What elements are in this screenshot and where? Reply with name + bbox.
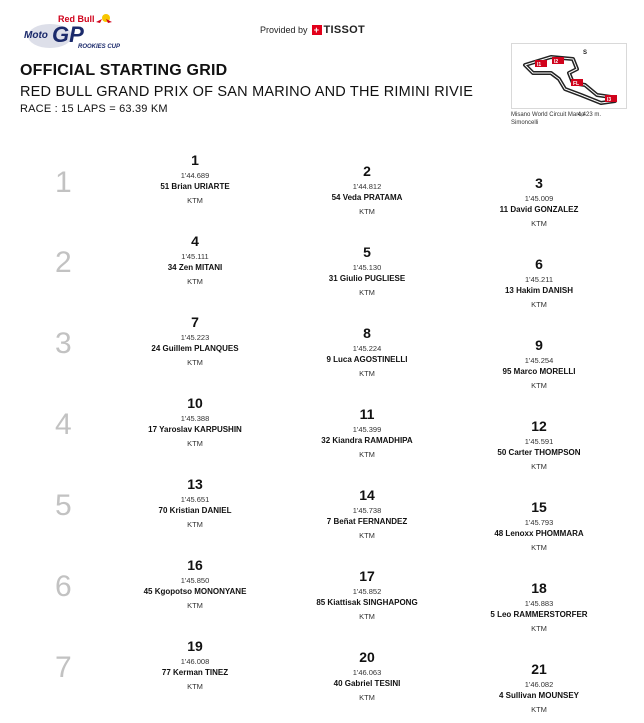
grid-slot	[282, 163, 452, 216]
team-name: KTM	[187, 520, 203, 529]
lap-time: 1'45.651	[180, 495, 210, 504]
grid-position: 3	[535, 175, 543, 191]
grid-position: 20	[359, 649, 375, 665]
provided-by-label: Provided by	[260, 25, 308, 35]
grid-position: 19	[187, 638, 203, 654]
rider-name: 70 Kristian DANIEL	[158, 506, 232, 515]
team-name: KTM	[359, 207, 375, 216]
sponsor-credit	[260, 24, 365, 36]
svg-text:I3: I3	[607, 97, 612, 103]
grid-slot	[454, 499, 624, 552]
lap-time: 1'46.063	[352, 668, 382, 677]
grid-slot	[454, 661, 624, 714]
team-name: KTM	[531, 219, 547, 228]
grid-position: 15	[531, 499, 547, 515]
circuit-length: 4,423 m.	[577, 112, 601, 118]
rider-name: 13 Hakim DANISH	[504, 286, 574, 295]
team-name: KTM	[359, 693, 375, 702]
lap-time: 1'46.082	[524, 680, 554, 689]
lap-time: 1'45.793	[524, 518, 554, 527]
rider-name: 50 Carter THOMPSON	[497, 448, 581, 457]
lap-time: 1'45.388	[180, 414, 210, 423]
rider-name: 9 Luca AGOSTINELLI	[326, 355, 408, 364]
team-name: KTM	[187, 439, 203, 448]
grid-slot	[454, 418, 624, 471]
grid-slot	[282, 487, 452, 540]
svg-text:ROOKIES CUP: ROOKIES CUP	[78, 44, 121, 50]
grid-slot	[454, 580, 624, 633]
lap-time: 1'45.211	[525, 275, 553, 284]
grid-position: 12	[531, 418, 547, 434]
team-name: KTM	[359, 612, 375, 621]
rider-name: 51 Brian URIARTE	[160, 182, 230, 191]
grid-position: 5	[363, 244, 371, 260]
svg-text:I1: I1	[537, 62, 542, 68]
grid-position: 14	[359, 487, 375, 503]
grid-row-number: 4	[55, 408, 72, 441]
team-name: KTM	[359, 369, 375, 378]
rider-name: 85 Kiattisak SINGHAPONG	[316, 598, 418, 607]
svg-text:GP: GP	[52, 22, 84, 47]
grid-position: 11	[359, 406, 375, 422]
circuit-name: Misano World Circuit Marco Simoncelli	[511, 112, 585, 126]
team-name: KTM	[187, 196, 203, 205]
grid-slot	[454, 337, 624, 390]
rider-name: 34 Zen MITANI	[167, 263, 223, 272]
track-map	[511, 43, 627, 109]
rider-name: 40 Gabriel TESINI	[333, 679, 401, 688]
svg-text:Moto: Moto	[24, 30, 48, 41]
team-name: KTM	[531, 624, 547, 633]
rider-name: 17 Yaroslav KARPUSHIN	[148, 425, 242, 434]
team-name: KTM	[187, 682, 203, 691]
tissot-logo	[312, 24, 366, 36]
grid-position: 21	[531, 661, 547, 677]
grid-slot	[110, 314, 280, 367]
grid-slot	[110, 152, 280, 205]
grid-slot	[282, 568, 452, 621]
lap-time: 1'44.812	[352, 182, 382, 191]
rider-name: 11 David GONZALEZ	[499, 205, 579, 214]
grid-slot	[454, 256, 624, 309]
grid-row-number: 5	[55, 489, 72, 522]
grid-position: 10	[187, 395, 203, 411]
lap-time: 1'44.689	[180, 171, 210, 180]
grid-row-number: 2	[55, 246, 72, 279]
team-name: KTM	[359, 450, 375, 459]
lap-time: 1'45.399	[352, 425, 382, 434]
lap-time: 1'45.254	[524, 356, 554, 365]
grid-position: 13	[187, 476, 203, 492]
grid-row-number: 7	[55, 651, 72, 684]
red-bull-motogp-rookies-cup-logo	[22, 10, 122, 54]
rider-name: 48 Lenoxx PHOMMARA	[494, 529, 584, 538]
svg-text:I2: I2	[554, 59, 559, 65]
rider-name: 24 Guillem PLANQUES	[151, 344, 239, 353]
lap-time: 1'45.850	[180, 576, 210, 585]
grid-position: 7	[191, 314, 199, 330]
team-name: KTM	[531, 462, 547, 471]
race-distance: RACE : 15 LAPS = 63.39 KM	[20, 103, 168, 115]
grid-slot	[110, 557, 280, 610]
grid-row-number: 6	[55, 570, 72, 603]
grid-slot	[110, 233, 280, 286]
team-name: KTM	[531, 300, 547, 309]
team-name: KTM	[531, 543, 547, 552]
grid-slot	[282, 244, 452, 297]
event-name: RED BULL GRAND PRIX OF SAN MARINO AND THE RIMINI RIVIE	[20, 84, 474, 100]
lap-time: 1'46.008	[180, 657, 210, 666]
lap-time: 1'45.883	[524, 599, 554, 608]
svg-text:FL: FL	[573, 81, 580, 87]
team-name: KTM	[359, 288, 375, 297]
grid-slot	[282, 325, 452, 378]
lap-time: 1'45.223	[180, 333, 210, 342]
grid-slot	[110, 638, 280, 691]
grid-slot	[110, 476, 280, 529]
rider-name: 4 Sullivan MOUNSEY	[498, 691, 580, 700]
svg-text:S: S	[583, 50, 588, 56]
lap-time: 1'45.738	[352, 506, 382, 515]
tissot-wordmark: TISSOT	[323, 24, 366, 36]
rider-name: 77 Kerman TINEZ	[161, 668, 229, 677]
rider-name: 95 Marco MORELLI	[502, 367, 576, 376]
grid-position: 17	[359, 568, 375, 584]
rider-name: 31 Giulio PUGLIESE	[328, 274, 406, 283]
team-name: KTM	[531, 705, 547, 714]
rider-name: 5 Leo RAMMERSTORFER	[490, 610, 588, 619]
grid-position: 18	[531, 580, 547, 596]
grid-position: 1	[191, 152, 199, 168]
rider-name: 32 Kiandra RAMADHIPA	[321, 436, 413, 445]
grid-row-number: 1	[55, 166, 72, 199]
track-caption	[511, 111, 631, 127]
team-name: KTM	[187, 277, 203, 286]
lap-time: 1'45.009	[524, 194, 554, 203]
lap-time: 1'45.224	[352, 344, 382, 353]
rider-name: 54 Veda PRATAMA	[331, 193, 403, 202]
grid-row-number: 3	[55, 327, 72, 360]
team-name: KTM	[187, 358, 203, 367]
grid-position: 2	[363, 163, 371, 179]
lap-time: 1'45.111	[181, 252, 209, 261]
rider-name: 7 Beñat FERNANDEZ	[326, 517, 408, 526]
team-name: KTM	[187, 601, 203, 610]
svg-text:Red Bull: Red Bull	[58, 14, 95, 24]
page-title: OFFICIAL STARTING GRID	[20, 62, 228, 79]
grid-position: 6	[535, 256, 543, 272]
grid-slot	[282, 649, 452, 702]
lap-time: 1'45.591	[524, 437, 554, 446]
rider-name: 45 Kgopotso MONONYANE	[143, 587, 247, 596]
grid-slot	[454, 175, 624, 228]
grid-position: 4	[191, 233, 199, 249]
grid-slot	[282, 406, 452, 459]
lap-time: 1'45.852	[352, 587, 382, 596]
tissot-cross-icon: +	[312, 25, 322, 35]
grid-position: 9	[535, 337, 543, 353]
team-name: KTM	[531, 381, 547, 390]
grid-position: 16	[187, 557, 203, 573]
grid-position: 8	[363, 325, 371, 341]
grid-slot	[110, 395, 280, 448]
lap-time: 1'45.130	[352, 263, 382, 272]
team-name: KTM	[359, 531, 375, 540]
